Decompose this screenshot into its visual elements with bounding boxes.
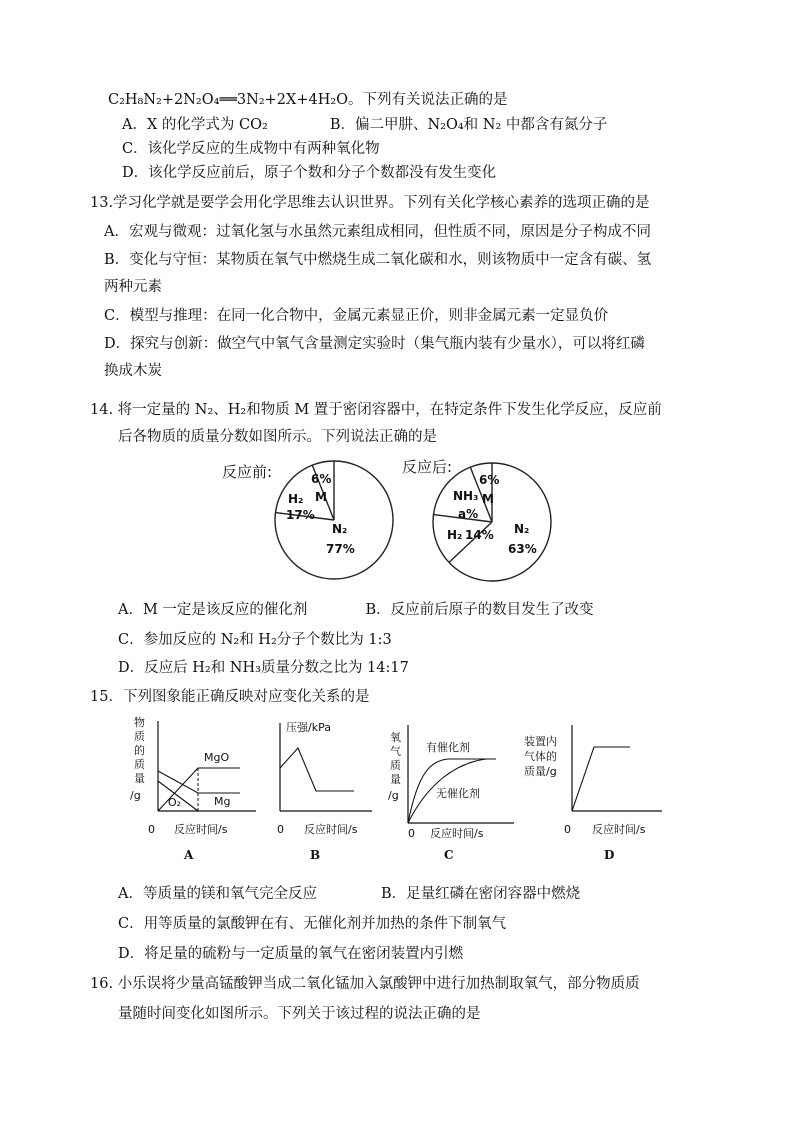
q14-option-b: B．反应前后原子的数目发生了改变 — [365, 602, 594, 618]
graph-d-letter: D — [604, 848, 615, 862]
q14-stem-line1: 14. 将一定量的 N₂、H₂和物质 M 置于密闭容器中，在特定条件下发生化学反应，反应前 — [90, 402, 662, 418]
q15-option-d: D．将足量的硫粉与一定质量的氧气在密闭装置内引燃 — [118, 946, 464, 962]
q14-stem-line2: 后各物质的质量分数如图所示。下列说法正确的是 — [118, 429, 437, 445]
graph-d-xlabel: 反应时间/s — [592, 823, 646, 836]
q14-option-d: D．反应后 H₂和 NH₃质量分数之比为 14:17 — [118, 660, 409, 676]
graph-b-origin: 0 — [277, 823, 284, 836]
graph-b-ylabel: 压强/kPa — [286, 721, 331, 734]
svg-text:的: 的 — [134, 744, 145, 757]
q12-option-a: A．X 的化学式为 CO₂ — [122, 117, 268, 133]
svg-text:氧: 氧 — [390, 731, 401, 744]
svg-text:质: 质 — [134, 730, 145, 743]
q15-options-ab — [118, 884, 580, 904]
graph-a-mg-label: Mg — [214, 795, 231, 808]
graph-c — [386, 713, 526, 863]
svg-text:质量/g: 质量/g — [524, 765, 557, 778]
pie-before-h2-label: H₂ — [288, 492, 304, 506]
svg-text:量: 量 — [390, 773, 401, 786]
graph-b — [264, 713, 384, 863]
q16-stem-line1: 16. 小乐误将少量高锰酸钾当成二氧化锰加入氯酸钾中进行加热制取氧气，部分物质质 — [90, 976, 640, 992]
q16-stem-line2: 量随时间变化如图所示。下列关于该过程的说法正确的是 — [118, 1006, 481, 1022]
q12-option-d: D．该化学反应前后，原子个数和分子个数都没有发生变化 — [122, 165, 497, 181]
graph-a-o2-label: O₂ — [168, 796, 182, 809]
graph-c-nocatalyst-label: 无催化剂 — [436, 787, 480, 800]
svg-text:物: 物 — [134, 716, 145, 729]
q12-equation: C₂H₈N₂+2N₂O₄══3N₂+2X+4H₂O。下列有关说法正确的是 — [108, 92, 508, 108]
graph-a-xlabel: 反应时间/s — [174, 823, 228, 836]
q13-stem: 13.学习化学就是要学会用化学思维去认识世界。下列有关化学核心素养的选项正确的是 — [90, 195, 650, 211]
pie-after-h2-label: H₂ — [447, 528, 463, 542]
graph-b-pressure-curve — [280, 748, 354, 791]
graph-a — [128, 713, 268, 863]
q15-option-a: A．等质量的镁和氧气完全反应 — [118, 886, 317, 902]
svg-text:/g: /g — [130, 789, 141, 802]
graph-a-origin: 0 — [148, 823, 155, 836]
pie-charts-figure — [222, 455, 562, 595]
svg-text:质: 质 — [390, 759, 401, 772]
graph-c-xlabel: 反应时间/s — [430, 827, 484, 840]
q15-option-b: B．足量红磷在密闭容器中燃烧 — [380, 886, 581, 902]
pie-after-n2-pct: 63% — [508, 542, 537, 556]
graph-a-ylabel — [130, 715, 145, 802]
pie-after-nh3-label: NH₃ — [453, 489, 479, 503]
q13-option-d-line1: D．探究与创新：做空气中氧气含量测定实验时（集气瓶内装有少量水），可以将红磷 — [104, 336, 645, 352]
pie-after-m-pct: 6% — [479, 473, 500, 487]
pie-after-m-label: M — [482, 492, 494, 506]
pie-after-title: 反应后: — [402, 458, 453, 476]
graph-c-letter: C — [444, 848, 454, 862]
graph-d — [522, 713, 672, 863]
q15-option-c: C．用等质量的氯酸钾在有、无催化剂并加热的条件下制氧气 — [118, 916, 507, 932]
q12-options-ab — [122, 115, 607, 135]
graph-b-letter: B — [310, 848, 321, 862]
graph-d-mass-curve — [572, 747, 630, 811]
pie-before-m-pct: 6% — [311, 472, 332, 486]
q14-option-a: A．M 一定是该反应的催化剂 — [118, 602, 308, 618]
q13-option-c: C．模型与推理：在同一化合物中，金属元素显正价，则非金属元素一定显负价 — [104, 308, 609, 324]
graph-c-ylabel — [388, 730, 401, 802]
q15-stem: 15．下列图象能正确反映对应变化关系的是 — [90, 689, 370, 705]
pie-before-n2-pct: 77% — [326, 542, 355, 556]
pie-before-title: 反应前: — [222, 463, 273, 481]
q13-option-b-line2: 两种元素 — [104, 279, 162, 295]
graph-b-xlabel: 反应时间/s — [304, 823, 358, 836]
graph-a-mgo-label: MgO — [204, 751, 230, 764]
pie-before-h2-pct: 17% — [286, 508, 315, 522]
graph-a-letter: A — [184, 848, 194, 862]
q12-option-b: B．偏二甲肼、N₂O₄和 N₂ 中都含有氮分子 — [329, 117, 608, 133]
svg-text:气: 气 — [390, 745, 401, 758]
pie-after-nh3-pct: a% — [458, 507, 479, 521]
svg-text:量: 量 — [134, 772, 145, 785]
q12-option-c: C．该化学反应的生成物中有两种氧化物 — [122, 141, 380, 157]
q13-option-a: A．宏观与微观：过氧化氢与水虽然元素组成相同，但性质不同，原因是分子构成不同 — [104, 224, 651, 240]
pie-after-n2-label: N₂ — [514, 522, 530, 536]
q13-option-b-line1: B．变化与守恒：某物质在氧气中燃烧生成二氧化碳和水，则该物质中一定含有碳、氢 — [104, 252, 652, 268]
svg-text:装置内: 装置内 — [524, 735, 557, 748]
svg-text:气体的: 气体的 — [524, 750, 557, 763]
svg-text:/g: /g — [388, 789, 399, 802]
pie-before-n2-label: N₂ — [332, 522, 348, 536]
graph-c-catalyst-label: 有催化剂 — [426, 741, 470, 754]
pie-after-h2-pct: 14% — [465, 528, 494, 542]
q14-options-ab — [118, 600, 594, 620]
graph-c-origin: 0 — [408, 827, 415, 840]
graph-d-origin: 0 — [564, 823, 571, 836]
pie-before-m-label: M — [315, 490, 327, 504]
q13-option-d-line2: 换成木炭 — [104, 363, 162, 379]
q14-option-c: C．参加反应的 N₂和 H₂分子个数比为 1:3 — [118, 632, 392, 648]
graph-d-ylabel — [524, 734, 557, 778]
svg-text:质: 质 — [134, 758, 145, 771]
